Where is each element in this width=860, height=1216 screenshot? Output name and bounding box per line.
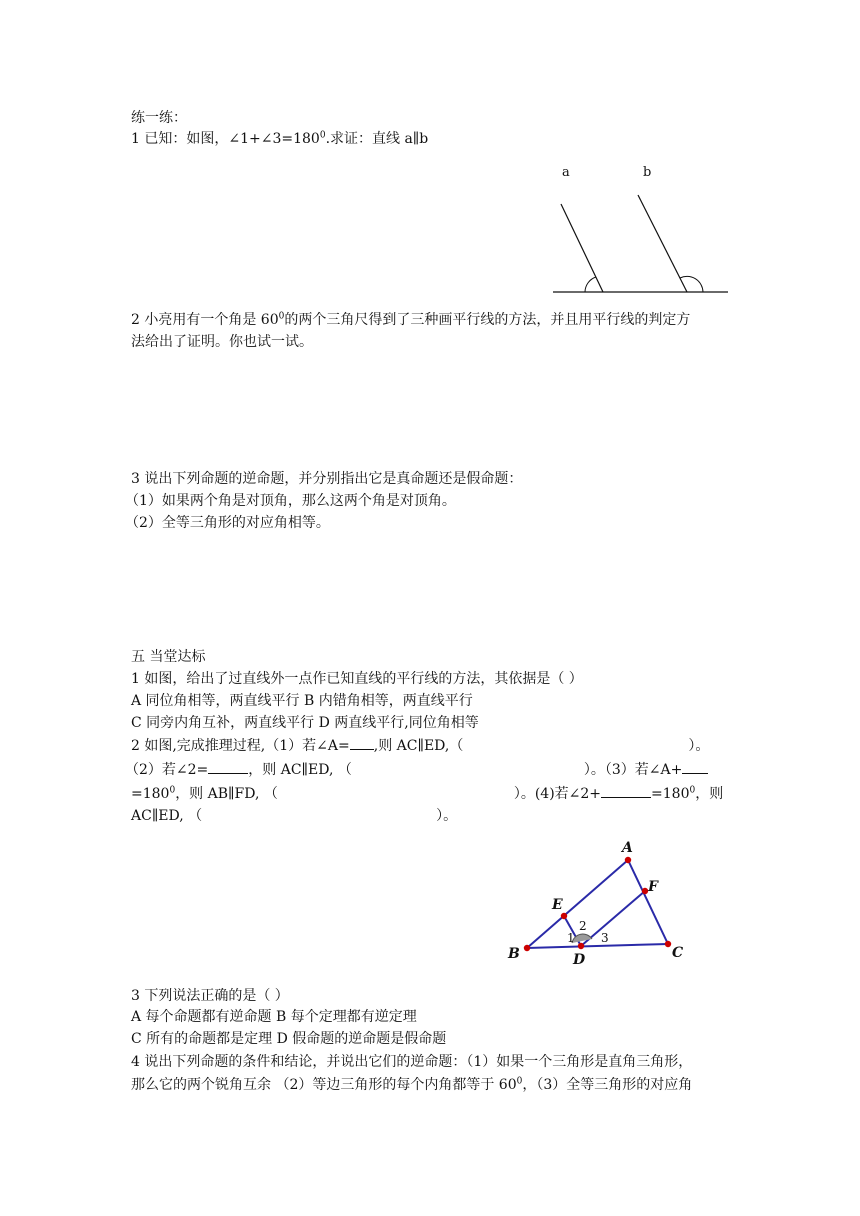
- section5-q1-line1: 1 如图，给出了过直线外一点作已知直线的平行线的方法，其依据是（ ）: [131, 671, 583, 687]
- angle-3-label: 3: [601, 931, 609, 945]
- section5-q3-line3: C 所有的命题都是定理 D 假命题的逆命题是假命题: [131, 1031, 447, 1047]
- section5-q1-line3: C 同旁内角互补，两直线平行 D 两直线平行,同位角相等: [131, 715, 479, 731]
- section5-q2-line1: 2 如图,完成推理过程,（1）若∠A= ,则 AC∥ED,（ ）。: [131, 735, 709, 756]
- practice-q2-line2: 法给出了证明。你也试一试。: [131, 334, 313, 350]
- practice-q3-line3: （2）全等三角形的对应角相等。: [125, 515, 330, 531]
- point-D-label: D: [573, 952, 586, 968]
- section5-q2-line2: （2）若∠2= ，则 AC∥ED, （ ）。（3）若∠A+: [125, 759, 708, 780]
- practice-q1: 1 已知：如图，$\angle 1+\angle 3=180^0$.求证：直线 a∥b: [131, 130, 429, 147]
- practice-heading: 练一练：: [131, 110, 187, 126]
- triangle-figure: [500, 835, 700, 970]
- angle-2-label: 2: [579, 919, 587, 933]
- line-b-label: b: [643, 165, 652, 180]
- angle-1-label: 1: [567, 931, 575, 945]
- section5-q2-line4: AC∥ED, （ ）。: [131, 808, 458, 824]
- point-B-label: B: [508, 946, 520, 962]
- point-F-label: F: [648, 879, 658, 895]
- section5-q3-line1: 3 下列说法正确的是（ ）: [131, 988, 289, 1004]
- practice-q3-line1: 3 说出下列命题的逆命题，并分别指出它是真命题还是假命题：: [131, 471, 523, 487]
- section5-q4-line2: 那么它的两个锐角互余 （2）等边三角形的每个内角都等于 $60^0$，（3）全等三角形的对应角: [131, 1076, 693, 1093]
- section5-heading: 五 当堂达标: [131, 649, 206, 665]
- section5-q4-line1: 4 说出下列命题的条件和结论，并说出它们的逆命题：（1）如果一个三角形是直角三角形，: [131, 1054, 693, 1070]
- section5-q1-line2: A 同位角相等，两直线平行 B 内错角相等，两直线平行: [131, 693, 473, 709]
- point-C-label: C: [672, 945, 684, 961]
- section5-q2-line3: $=180^0$，则 AB∥FD, （ ）。(4)若∠2+ $=180^0$，则: [131, 783, 723, 804]
- practice-q2-line1: 2 小亮用有一个角是 $60^0$的两个三角尺得到了三种画平行线的方法，并且用平行线的判定方: [131, 311, 691, 328]
- practice-q3-line2: （1）如果两个角是对顶角，那么这两个角是对顶角。: [125, 493, 456, 509]
- point-A-label: A: [622, 840, 633, 856]
- parallel-lines-figure: [540, 155, 740, 300]
- point-E-label: E: [552, 897, 563, 913]
- line-a-label: a: [562, 165, 570, 180]
- section5-q3-line2: A 每个命题都有逆命题 B 每个定理都有逆定理: [131, 1009, 417, 1025]
